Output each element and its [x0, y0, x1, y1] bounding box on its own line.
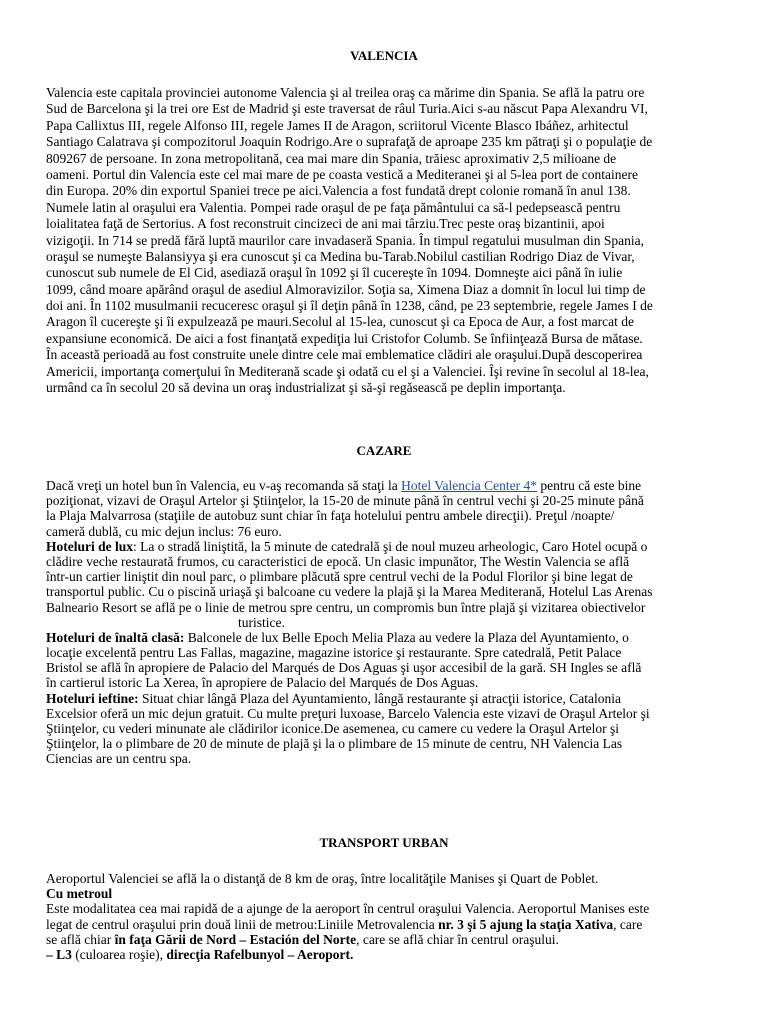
- valencia-line: oameni. Portul din Valencia este cel mai mare de pe coasta vestică a Mediteranei şi al 5-lea port de containere: [46, 166, 639, 182]
- lux-label: Hoteluri de lux: [46, 538, 133, 554]
- valencia-line: Sud de Barcelona şi la trei ore Est de Madrid şi este traversat de râul Turia.Aici s-au născut Papa Alexandru VI,: [46, 101, 648, 117]
- transport-line: se află chiar în faţa Gării de Nord – Estación del Norte, care se află chiar în centrul oraşului.: [46, 931, 559, 947]
- ieftine-label: Hoteluri ieftine:: [46, 690, 139, 706]
- cazare-line: poziţionat, vizavi de Oraşul Artelor şi Ştiinţelor, la 15-20 de minute până în centrul vechi şi 20-25 minute până: [46, 493, 644, 509]
- valencia-line: din Europa. 20% din exportul Spaniei trece pe aici.Valencia a fost fundată drept colonie romană în anul 138.: [46, 183, 631, 199]
- valencia-line: Valencia este capitala provinciei autonome Valencia şi al treilea oraş ca mărime din Spania. Se află la patru ore: [46, 85, 645, 100]
- metrou-label: Cu metroul: [46, 886, 113, 902]
- lux-line: Balneario Resort se află pe o linie de metrou spre centru, un compromis bun între plajă şi vizitarea obiectivelor: [46, 599, 646, 615]
- transport-line: Este modalitatea cea mai rapidă de a ajunge de la aeroport în centrul oraşului Valencia. Aeroportul Manises este: [46, 901, 650, 917]
- transport-line: – L3 (culoarea roşie), direcţia Rafelbunyol – Aeroport.: [46, 946, 354, 962]
- ieftine-line: Ştiinţelor, la o plimbare de 20 de minute de plajă şi la o plimbare de 15 minute de centru, NH Valencia Las: [46, 736, 623, 752]
- valencia-line: expansiune economică. De aici a fost finanţată expediţia lui Cristofor Columb. Se înfiinţează Bursa de mătase.: [46, 330, 643, 346]
- inalta-line: Hoteluri de înaltă clasă: Balconele de lux Belle Epoch Melia Plaza au vedere la Plaza del Ayuntamiento, o: [46, 629, 629, 645]
- valencia-line: Papa Callixtus III, regele Alfonso III, regele James II de Aragon, scriitorul Vicente Blasco Ibáñez, arhitectul: [46, 117, 629, 133]
- inalta-label: Hoteluri de înaltă clasă:: [46, 629, 185, 645]
- ieftine-line: Ştiinţelor, cu vederi minunate ale clădirilor iconice.De asemenea, cu camere cu vedere la Oraşul Artelor şi: [46, 721, 619, 736]
- valencia-line: cunoscut sub numele de El Cid, asediază oraşul în 1092 şi îl cucereşte în 1094. Domneşte aici până în iulie: [46, 265, 623, 281]
- transport-section: [46, 871, 726, 962]
- ieftine-line: Ciencias are un centru spa.: [46, 751, 192, 767]
- lux-line: într-un cartier liniştit din noul parc, o plimbare plăcută spre centrul vechi de la Podul Florilor şi bine legat de: [46, 569, 633, 585]
- valencia-line: doi ani. În 1102 musulmanii recuceresc oraşul şi îl deţin până în 1238, când, pe 23 septembrie, regele James I de: [46, 298, 653, 314]
- cazare-line: Dacă vreţi un hotel bun în Valencia, eu v-aş recomanda să staţi la Hotel Valencia Center 4* pentru că este bine: [46, 478, 642, 493]
- cazare-line: cameră dublă, cu mic dejun inclus: 76 euro.: [46, 523, 282, 539]
- title-valencia: VALENCIA: [350, 48, 418, 63]
- valencia-line: urmând ca în secolul 20 să devina un oraş industrializat şi să-şi regăsească pe deplin importanţa.: [46, 380, 566, 396]
- valencia-line: Americii, importanţa comerţului în Mediterană scade şi odată cu el şi a Valenciei. Îşi revine în secolul al 18-lea,: [46, 363, 649, 379]
- valencia-line: Numele latin al oraşului era Valentia. Pompei rade oraşul de pe faţa pământului ca să-l pedepsească pentru: [46, 199, 621, 215]
- inalta-line: Bristol se află în apropiere de Palacio del Marqués de Dos Aguas şi uşor accesibil de la gară. SH Ingles se află: [46, 660, 642, 676]
- transport-line: [46, 886, 726, 901]
- valencia-line: În această perioadă au fost construite unele dintre cele mai emblematice clădiri ale oraşului.După descoperirea: [46, 347, 643, 363]
- valencia-line: loialitatea faţă de Sertorius. A fost reconstruit cincizeci de ani mai târziu.Trec peste oraş bizantinii, apoi: [46, 216, 605, 232]
- inalta-line: în cartierul istoric La Xerea, în apropiere de Palacio del Marqués de Dos Aguas.: [46, 675, 479, 691]
- lux-line: turistice.: [238, 614, 285, 630]
- hotel-valencia-center-link[interactable]: Hotel Valencia Center 4*: [401, 478, 537, 493]
- cazare-section: [46, 478, 726, 767]
- title-cazare: CAZARE: [356, 443, 412, 458]
- valencia-line: Aragon îl cucereşte şi îi expulzează pe mauri.Secolul al 15-lea, cunoscut şi ca Epoca de Aur, a fost marcat de: [46, 314, 634, 330]
- transport-line: Aeroportul Valenciei se află la o distanţă de 8 km de oraş, între localităţile Manises şi Quart de Poblet.: [46, 871, 599, 886]
- inalta-line: locaţie excelentă pentru Las Fallas, magazine, magazine istorice şi restaurante. Spre catedrală, Petit Palace: [46, 645, 622, 661]
- valencia-line: Santiago Calatrava şi compozitorul Joaquin Rodrigo.Are o suprafaţă de aproape 235 km pătraţi şi o populaţie de: [46, 134, 653, 150]
- title-transport: TRANSPORT URBAN: [319, 835, 449, 850]
- valencia-line: vizigoţii. In 714 se predă fără luptă maurilor care invadaseră Spania. În timpul regatului musulman din Spania,: [46, 232, 644, 248]
- lux-line: transportul public. Cu o piscină uriaşă şi balcoane cu vedere la plajă şi la Marea Mediterană, Hotelul Las Arenas: [46, 584, 653, 600]
- lux-line: clădire veche restaurată frumos, cu caracteristici de epocă. Un clasic impunător, The Westin Valencia se află: [46, 553, 630, 569]
- valencia-line: oraşul se numeşte Balansiyya şi era cunoscut şi ca Medina bu-Tarab.Nobilul castilian Rodrigo Diaz de Vivar,: [46, 248, 635, 264]
- ieftine-line: Excelsior oferă un mic dejun gratuit. Cu multe preţuri luxoase, Barcelo Valencia este vizavi de Oraşul Artelor şi: [46, 705, 650, 721]
- ieftine-line: Hoteluri ieftine: Situat chiar lângă Plaza del Ayuntamiento, lângă restaurante şi atracţii istorice, Catalonia: [46, 690, 621, 706]
- transport-line: legat de centrul oraşului prin două linii de metrou:Liniile Metrovalencia nr. 3 şi 5 ajung la staţia Xativa, care: [46, 916, 643, 932]
- valencia-line: 809267 de persoane. In zona metropolitană, cea mai mare din Spania, trăiesc aproximativ 2,5 milioane de: [46, 150, 617, 166]
- lux-line: Hoteluri de lux: La o stradă liniştită, la 5 minute de catedrală şi de noul muzeu arheologic, Caro Hotel ocupă o: [46, 538, 648, 554]
- cazare-line: la Plaja Malvarrosa (staţiile de autobuz sunt chiar în faţa hotelului pentru ambele direcţii). Preţul /noapte/: [46, 508, 615, 524]
- valencia-paragraph: [46, 85, 726, 396]
- valencia-line: 1099, când moare apărând oraşul de asediul Almoravizilor. Soţia sa, Ximena Diaz a domnit în locul lui timp de: [46, 281, 646, 297]
